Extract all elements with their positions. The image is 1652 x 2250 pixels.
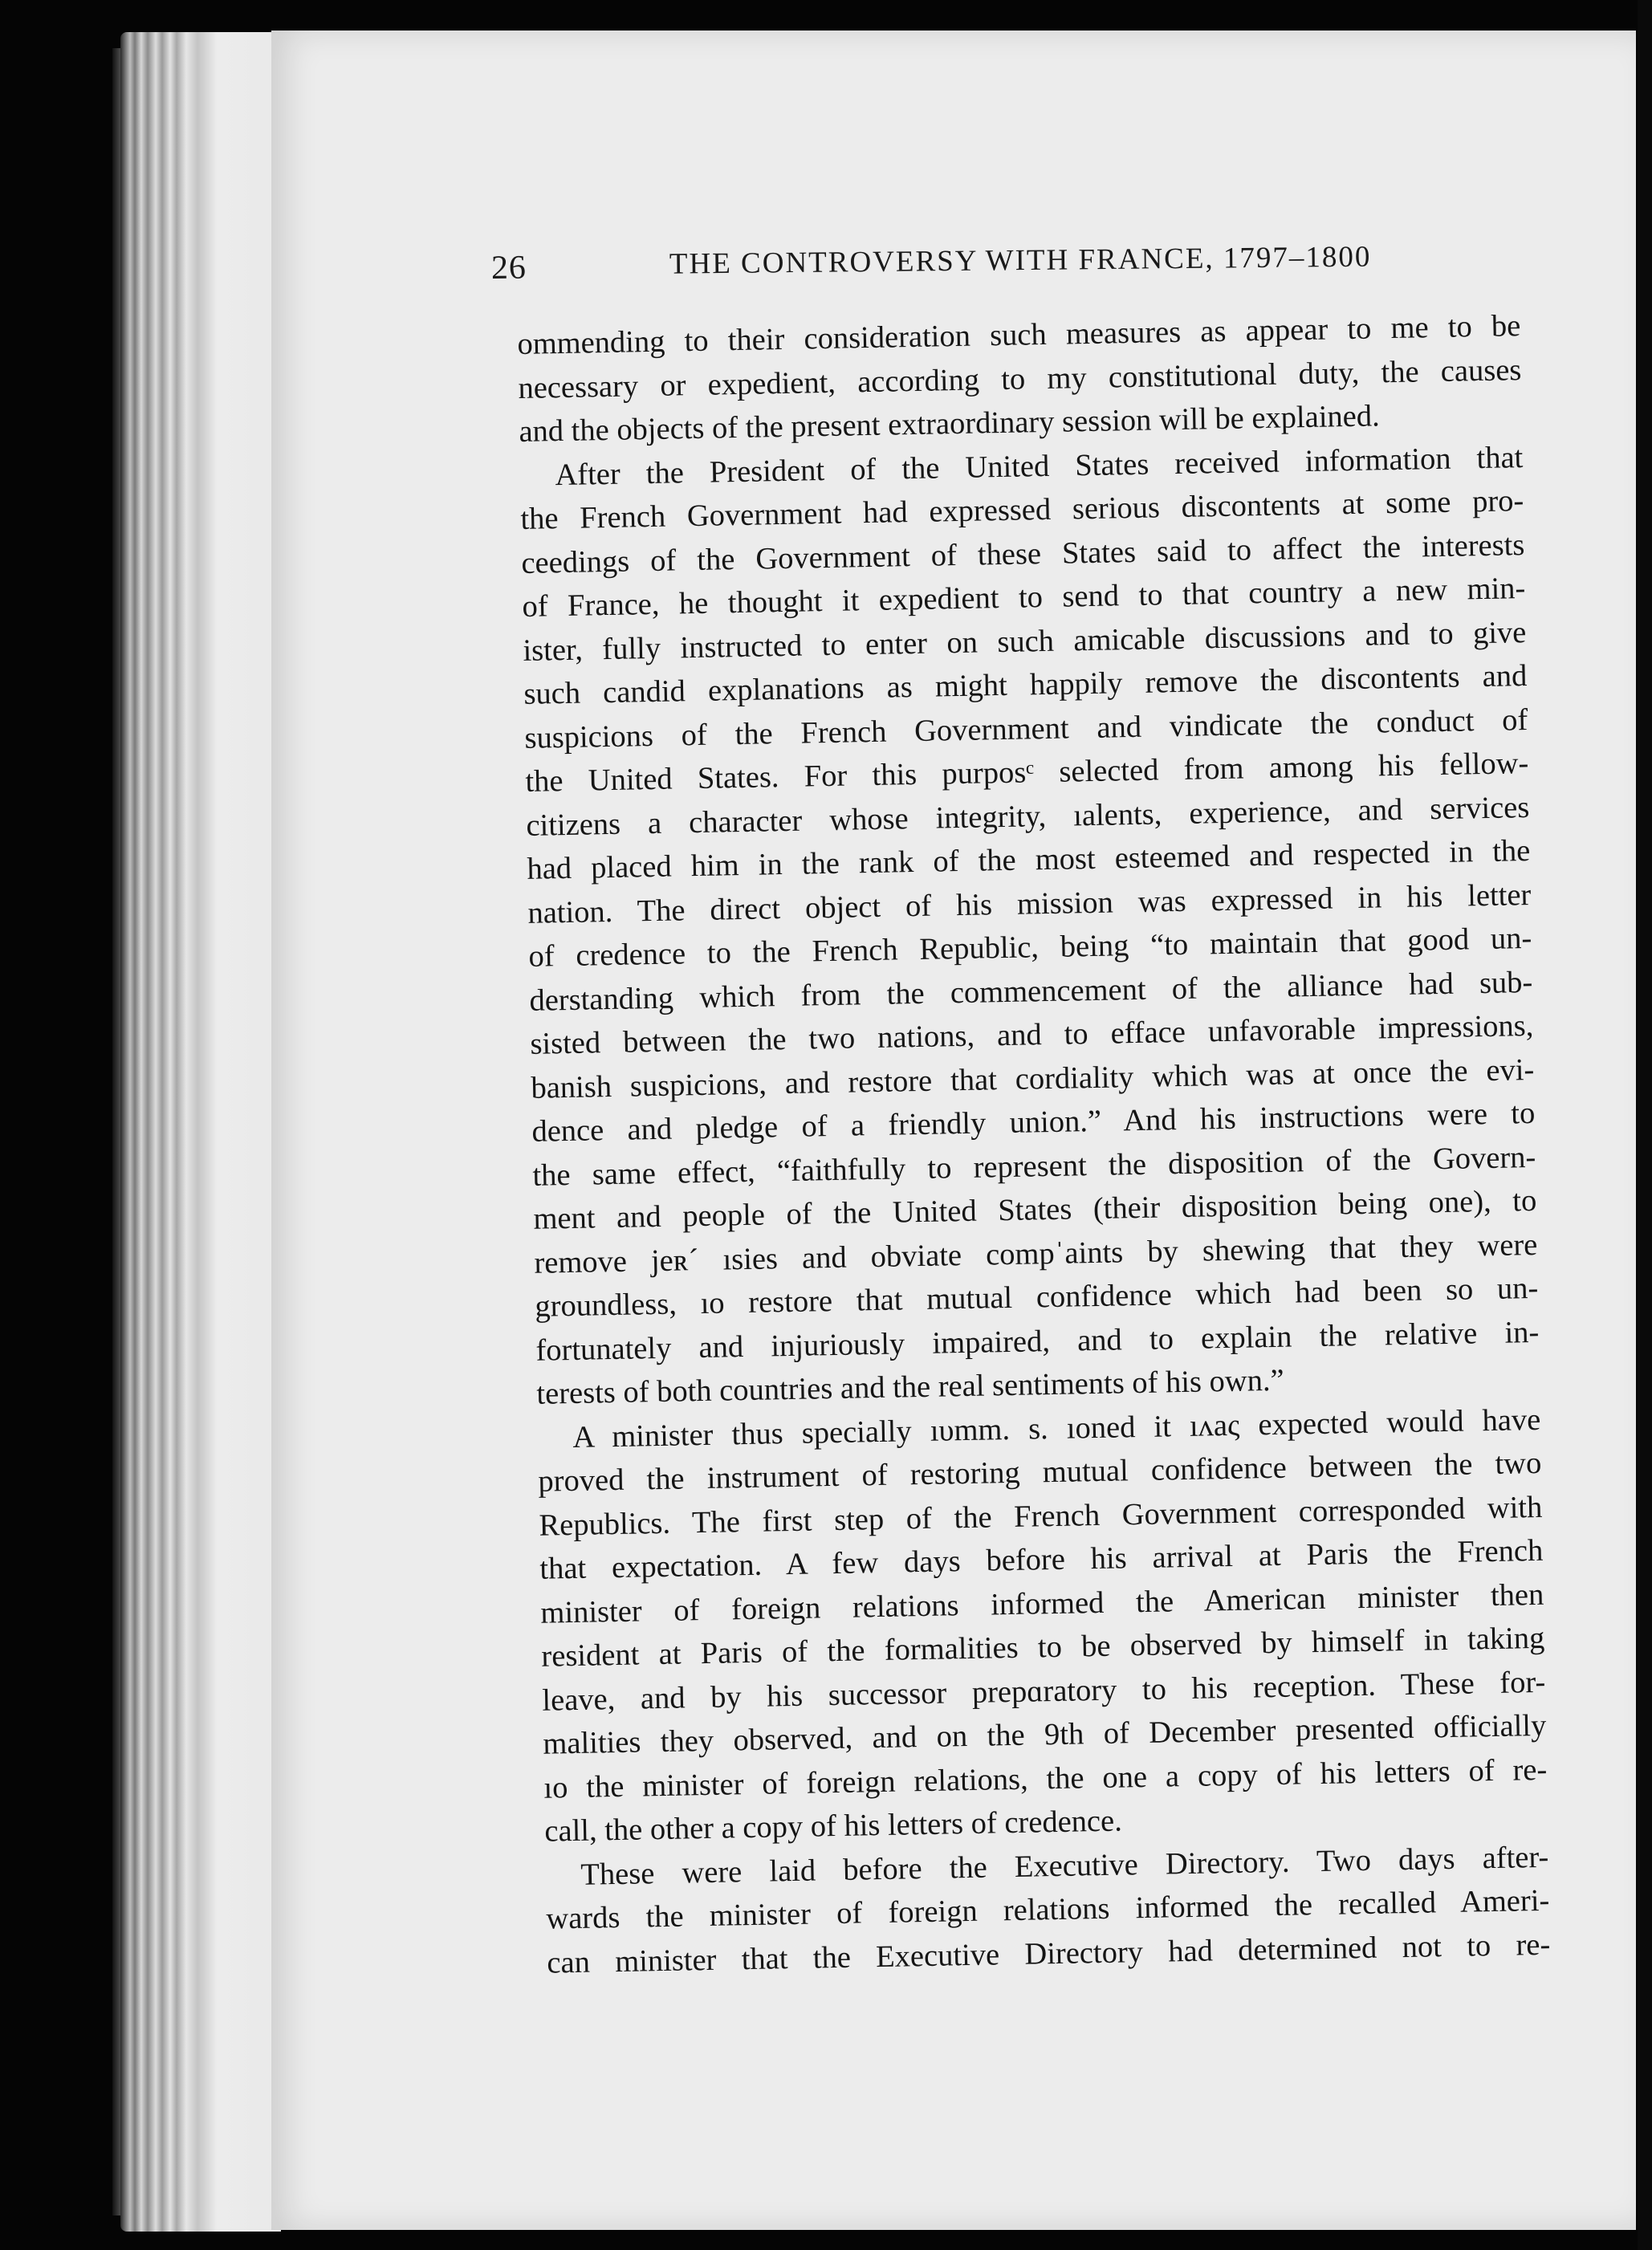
text-line: ister, fully instructed to enter on such amicable discussions and to give	[523, 615, 1527, 668]
text-line: suspicions of the French Government and vindicate the conduct of	[524, 702, 1528, 755]
text-line: resident at Paris of the formalities to be observed by himself in taking	[541, 1621, 1545, 1674]
page-number: 26	[490, 249, 527, 287]
text-line: had placed him in the rank of the most esteemed and respected in the	[527, 833, 1531, 886]
text-line: and the objects of the present extraordinary session will be explained.	[519, 399, 1381, 449]
body-text	[517, 304, 1551, 1985]
text-line: minister of foreign relations informed the American minister then	[540, 1577, 1544, 1630]
text-line: wards the minister of foreign relations informed the recalled Ameri-	[546, 1883, 1550, 1936]
text-line: ıo the minister of foreign relations, the one a copy of his letters of re-	[543, 1752, 1548, 1805]
scan-right-border	[1638, 0, 1652, 2250]
text-line: banish suspicions, and restore that cordiality which was at once the evi-	[531, 1052, 1535, 1105]
text-line: nation. The direct object of his mission was expressed in his letter	[527, 877, 1532, 930]
text-line: A minister thus specially ıυmm. s. ıoned it ıʌaς expected would have	[572, 1402, 1541, 1455]
text-line: leave, and by his successor prepɑratory to his reception. These for-	[542, 1665, 1546, 1718]
running-head: THE CONTROVERSY WITH FRANCE, 1797–1800	[669, 240, 1372, 281]
text-line: necessary or expedient, according to my constitutional duty, the causes	[518, 352, 1522, 405]
text-line: fortunately and injuriously impaired, and to explain the relative in-	[535, 1315, 1540, 1368]
page-edges	[120, 32, 281, 2232]
text-line: dence and pledge of a friendly union.” And his instructions were to	[531, 1096, 1536, 1149]
text-line: citizens a character whose integrity, ıalents, experience, and services	[526, 790, 1530, 843]
text-line: ceedings of the Government of these States said to affect the interests	[521, 527, 1525, 580]
text-line: sisted between the two nations, and to efface unfavorable impressions,	[530, 1008, 1534, 1061]
text-line: of France, he thought it expedient to send to that country a new min-	[522, 572, 1526, 624]
text-line: terests of both countries and the real sentiments of his own.”	[536, 1363, 1284, 1411]
text-line: ommending to their consideration such measures as appear to me to be	[517, 309, 1521, 361]
text-line: the United States. For this purposᶜ selected from among his fellow-	[525, 747, 1529, 799]
text-line: ment and people of the United States (their disposition being one), to	[533, 1183, 1537, 1236]
text-line: After the President of the United States received information that	[555, 440, 1524, 492]
text-line: such candid explanations as might happily remove the discontents and	[523, 659, 1528, 711]
text-line: derstanding which from the commencement of the alliance had sub-	[529, 965, 1533, 1018]
text-line: malities they observed, and on the 9th of December presented officially	[543, 1708, 1547, 1761]
page-header	[491, 236, 1375, 302]
text-line: These were laid before the Executive Directory. Two days after-	[580, 1840, 1549, 1892]
text-line: the same effect, “faithfully to represent the disposition of the Govern-	[532, 1140, 1536, 1193]
text-line: groundless, ıo restore that mutual confidence which had been so un-	[535, 1271, 1539, 1324]
text-line: Republics. The first step of the French Government corresponded with	[539, 1490, 1543, 1543]
text-line: can minister that the Executive Directory had determined not to re-	[547, 1927, 1551, 1980]
text-line: proved the instrument of restoring mutual confidence between the two	[538, 1446, 1542, 1499]
text-line: remove jeʀ´ ısies and obviate compˈaints by shewing that they were	[534, 1227, 1538, 1280]
text-line: call, the other a copy of his letters of credence.	[544, 1804, 1123, 1849]
text-line: of credence to the French Republic, being “to maintain that good un-	[528, 921, 1532, 974]
text-line: the French Government had expressed serious discontents at some pro-	[520, 484, 1524, 536]
text-line: that expectation. A few days before his arrival at Paris the French	[539, 1533, 1544, 1586]
